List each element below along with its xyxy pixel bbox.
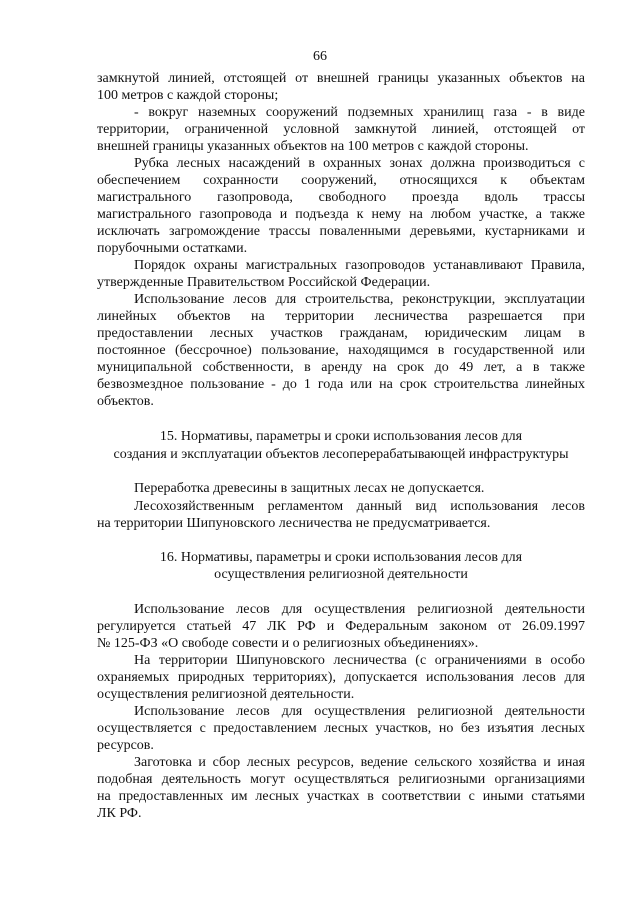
section-heading: 15. Нормативы, параметры и сроки использования лесов для: [159, 429, 523, 444]
text-line: Порядок охраны магистральных газопроводов устанавливают Правила,: [134, 258, 585, 273]
text-line: Использование лесов для строительства, реконструкции, эксплуатации: [134, 292, 585, 307]
text-line: территории, ограниченной условной замкнутой линией, отстоящей от: [97, 122, 585, 137]
text-line: объектов.: [97, 394, 154, 409]
text-line: магистрального газопровода, свободного проезда вдоль трассы: [97, 190, 585, 205]
text-line: утвержденные Правительством Российской Федерации.: [97, 275, 431, 290]
text-line: предоставлении лесных участков гражданам, юридическим лицам в: [97, 326, 585, 341]
text-line: Лесохозяйственным регламентом данный вид использования лесов: [134, 499, 585, 514]
text-line: Заготовка и сбор лесных ресурсов, ведение сельского хозяйства и иная: [134, 755, 585, 770]
text-line: Рубка лесных насаждений в охранных зонах должна производиться с: [134, 156, 585, 171]
text-line: на территории Шипуновского лесничества не предусматривается.: [97, 516, 491, 531]
section-heading: 16. Нормативы, параметры и сроки использования лесов для: [159, 550, 523, 565]
text-line: подобная деятельность могут осуществляться религиозными организациями: [97, 772, 585, 787]
text-line: № 125-ФЗ «О свободе совести и о религиозных объединениях».: [97, 636, 479, 651]
text-line: Использование лесов для осуществления религиозной деятельности: [134, 602, 585, 617]
text-line: исключать загромождение трассы поваленными деревьями, кустарниками и: [97, 224, 585, 239]
section-heading: осуществления религиозной деятельности: [214, 567, 468, 582]
text-line: ресурсов.: [97, 738, 154, 753]
text-line: замкнутой линией, отстоящей от внешней границы указанных объектов на: [97, 71, 585, 86]
text-line: магистрального газопровода и подъезда к нему на любом участке, а также: [97, 207, 585, 222]
text-line: осуществления религиозной деятельности.: [97, 687, 355, 702]
text-line: На территории Шипуновского лесничества (с ограничениями в особо: [134, 653, 585, 668]
text-line: 100 метров с каждой стороны;: [97, 88, 279, 103]
text-line: муниципальной собственности, в аренду на срок до 49 лет, а в также: [97, 360, 585, 375]
text-line: обеспечением сохранности сооружений, относящихся к объектам: [97, 173, 585, 188]
text-line: на предоставленных им лесных участках в соответствии с иными статьями: [97, 789, 585, 804]
text-line: постоянное (бессрочное) пользование, находящимся в государственной или: [97, 343, 585, 358]
text-line: безвозмездное пользование - до 1 года или на срок строительства линейных: [97, 377, 585, 392]
text-line: ЛК РФ.: [97, 806, 142, 821]
text-line: охраняемых природных территориях), допускается использования лесов для: [97, 670, 585, 685]
text-line: Переработка древесины в защитных лесах не допускается.: [134, 481, 485, 496]
text-line: Использование лесов для осуществления религиозной деятельности: [134, 704, 585, 719]
section-heading: создания и эксплуатации объектов лесоперерабатывающей инфраструктуры: [113, 447, 569, 462]
text-line: - вокруг наземных сооружений подземных хранилищ газа - в виде: [134, 105, 585, 120]
page-number: 66: [313, 49, 327, 64]
text-line: регулируется статьей 47 ЛК РФ и Федеральным законом от 26.09.1997: [97, 619, 585, 634]
text-line: осуществляется с предоставлением лесных участков, но без изъятия лесных: [97, 721, 585, 736]
text-line: линейных объектов на территории лесничества разрешается при: [97, 309, 585, 324]
text-line: порубочными остатками.: [97, 241, 248, 256]
text-line: внешней границы указанных объектов на 100 метров с каждой стороны.: [97, 139, 529, 154]
